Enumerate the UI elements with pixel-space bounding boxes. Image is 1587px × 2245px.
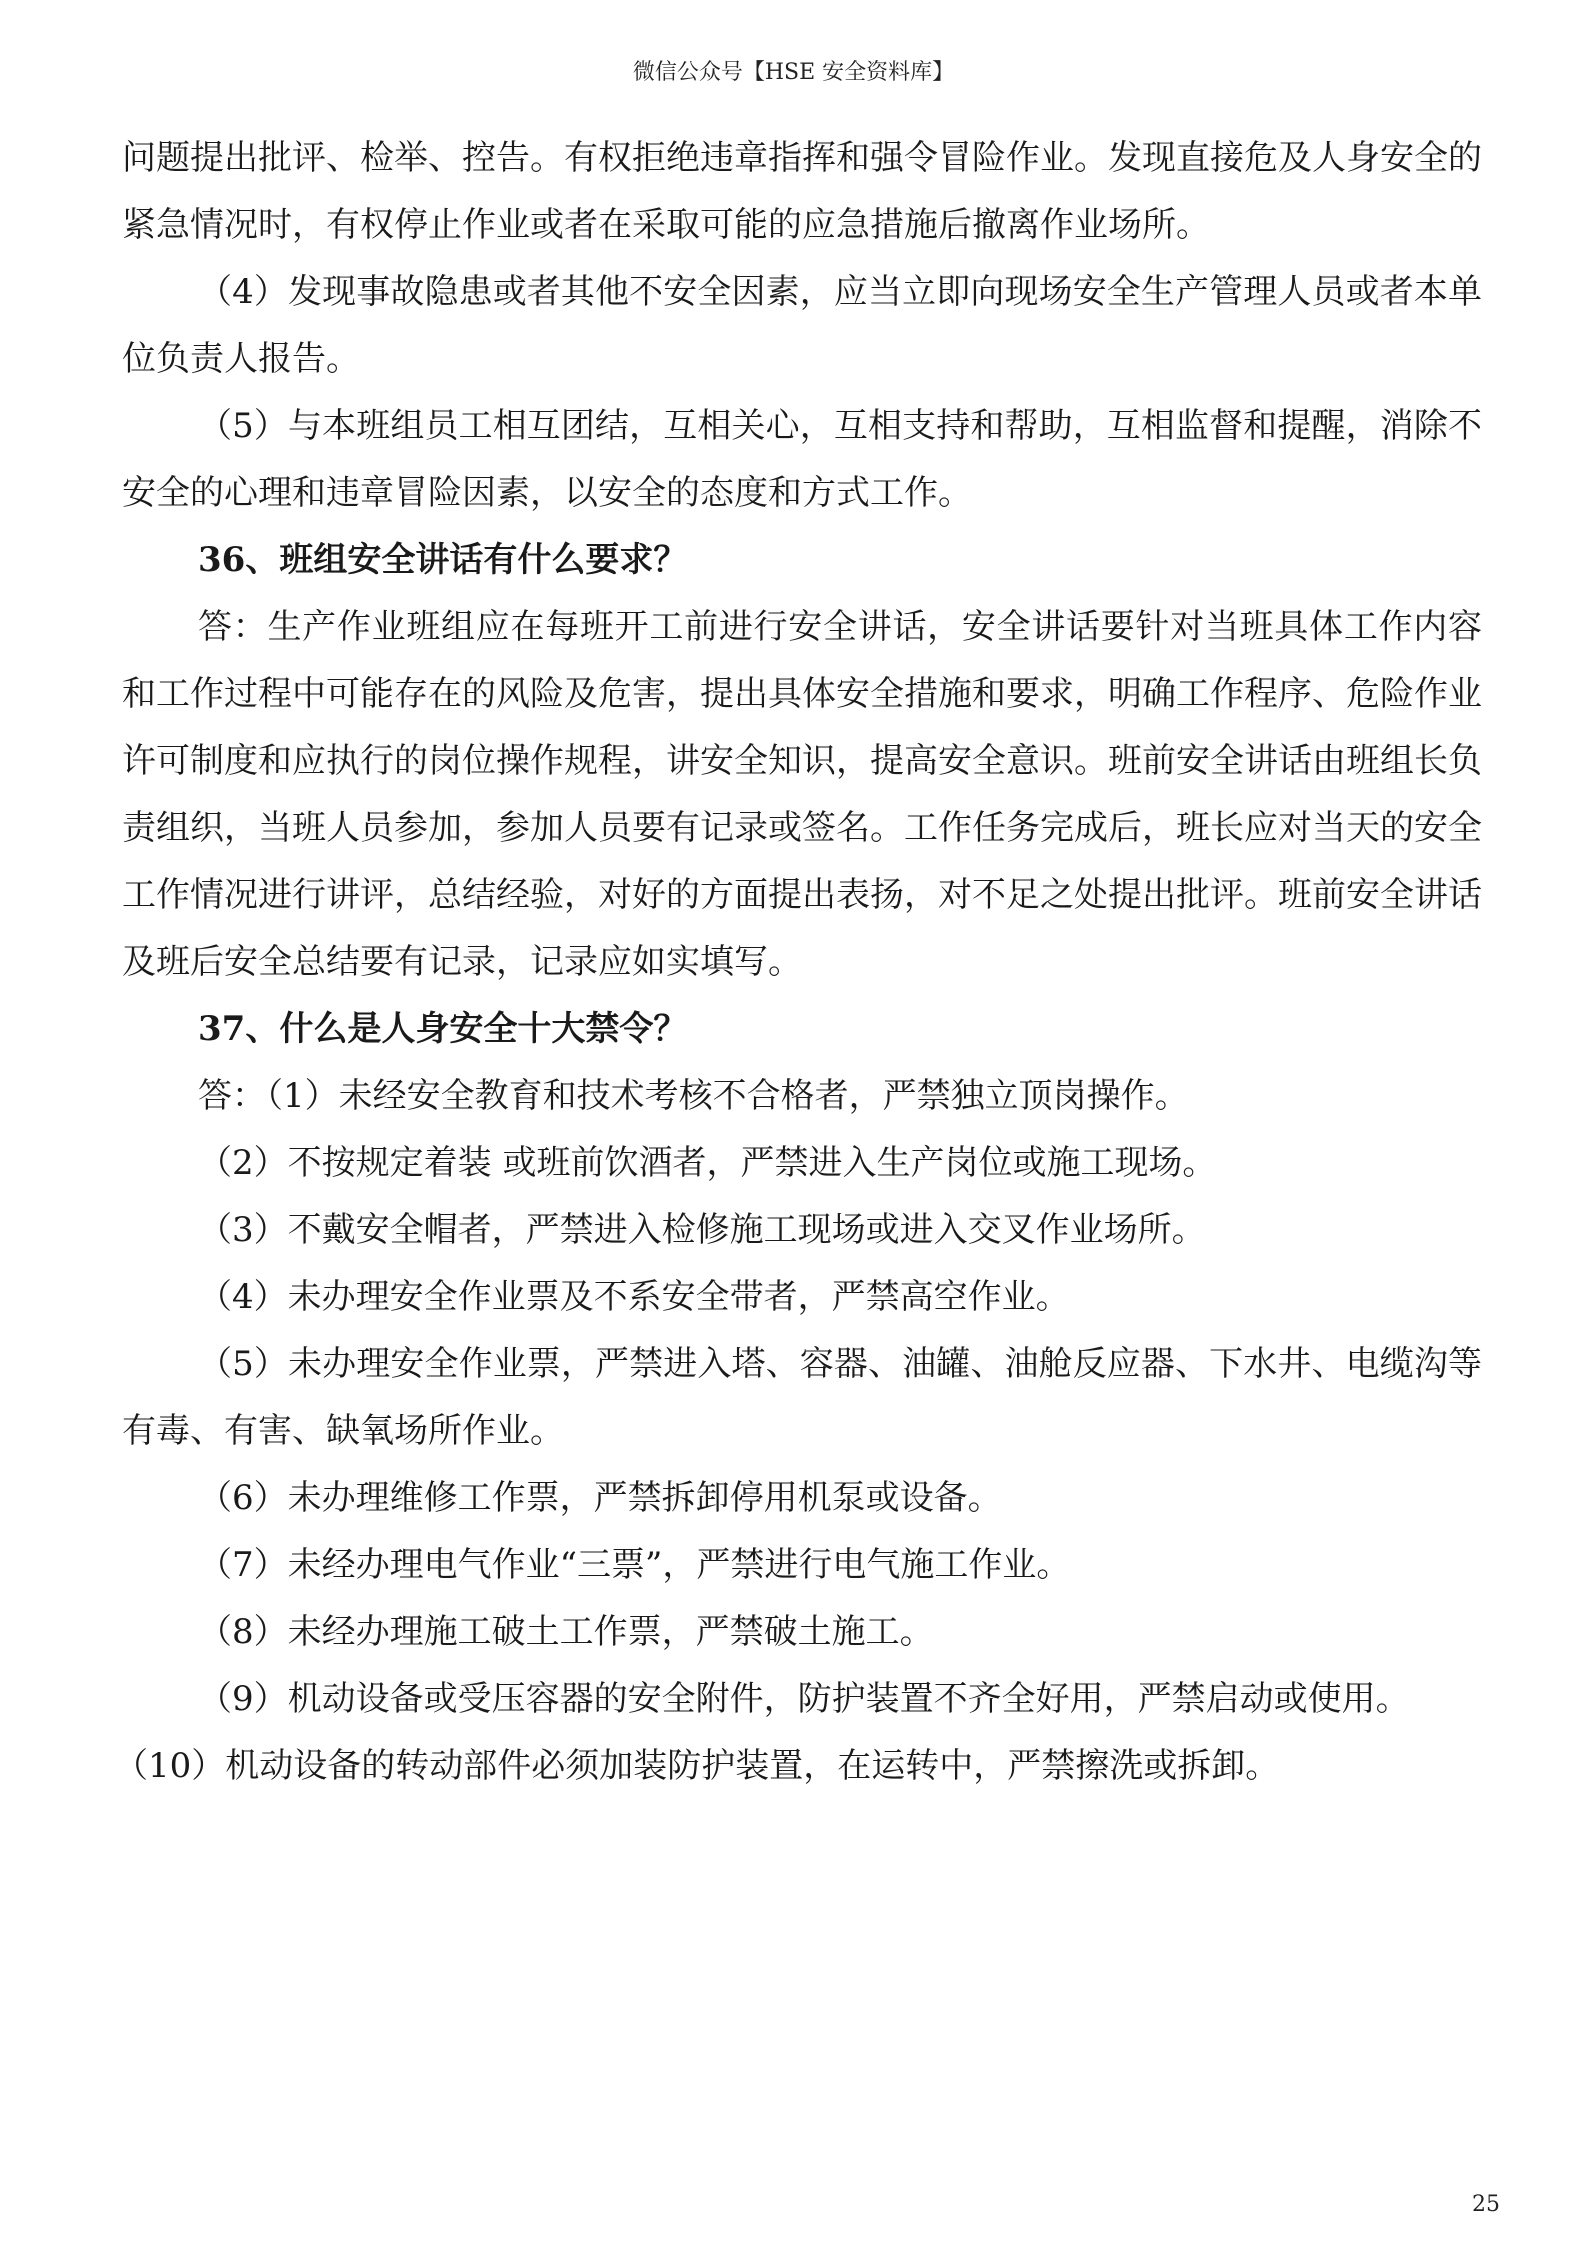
answer-37-item-1: 答：（1）未经安全教育和技术考核不合格者，严禁独立顶岗操作。 — [198, 1076, 1189, 1116]
answer-37-item-8: （8）未经办理施工破土工作票，严禁破土施工。 — [198, 1612, 934, 1652]
document-body — [114, 125, 1482, 1800]
answer-37-item-3: （3）不戴安全帽者，严禁进入检修施工现场或进入交叉作业场所。 — [198, 1210, 1206, 1250]
paragraph-item-4: （4）发现事故隐患或者其他不安全因素，应当立即向现场安全生产管理人员或者本单位负责人报告。 — [122, 272, 1482, 379]
question-36: 36、班组安全讲话有什么要求？ — [198, 540, 688, 580]
answer-37-item-9: （9）机动设备或受压容器的安全附件，防护装置不齐全好用，严禁启动或使用。 — [198, 1679, 1410, 1719]
answer-36: 答：生产作业班组应在每班开工前进行安全讲话，安全讲话要针对当班具体工作内容和工作过程中可能存在的风险及危害，提出具体安全措施和要求，明确工作程序、危险作业许可制度和应执行的岗位操作规程，讲安全知识，提高安全意识。班前安全讲话由班组长负责组织，当班人员参加，参加人员要有记录或签名。工作任务完成后，班长应对当天的安全工作情况进行讲评，总结经验，对好的方面提出表扬，对不足之处提出批评。班前安全讲话及班后安全总结要有记录，记录应如实填写。 — [122, 607, 1482, 982]
paragraph-rights-continued: 问题提出批评、检举、控告。有权拒绝违章指挥和强令冒险作业。发现直接危及人身安全的紧急情况时，有权停止作业或者在采取可能的应急措施后撤离作业场所。 — [122, 138, 1482, 245]
question-37: 37、什么是人身安全十大禁令？ — [198, 1009, 688, 1049]
page-header: 微信公众号【HSE 安全资料库】 — [632, 60, 955, 85]
answer-37-item-10: （10）机动设备的转动部件必须加装防护装置，在运转中，严禁擦洗或拆卸。 — [114, 1746, 1280, 1786]
answer-37-item-5: （5）未办理安全作业票，严禁进入塔、容器、油罐、油舱反应器、下水井、电缆沟等有毒、有害、缺氧场所作业。 — [122, 1344, 1482, 1451]
answer-37-item-2: （2）不按规定着装 或班前饮酒者，严禁进入生产岗位或施工现场。 — [198, 1143, 1217, 1183]
answer-37-item-6: （6）未办理维修工作票，严禁拆卸停用机泵或设备。 — [198, 1478, 1002, 1518]
page-number: 25 — [1472, 2192, 1500, 2217]
answer-37-item-4: （4）未办理安全作业票及不系安全带者，严禁高空作业。 — [198, 1277, 1070, 1317]
answer-37-item-7: （7）未经办理电气作业“三票”，严禁进行电气施工作业。 — [198, 1545, 1071, 1585]
paragraph-item-5: （5）与本班组员工相互团结，互相关心，互相支持和帮助，互相监督和提醒，消除不安全的心理和违章冒险因素，以安全的态度和方式工作。 — [122, 406, 1482, 513]
